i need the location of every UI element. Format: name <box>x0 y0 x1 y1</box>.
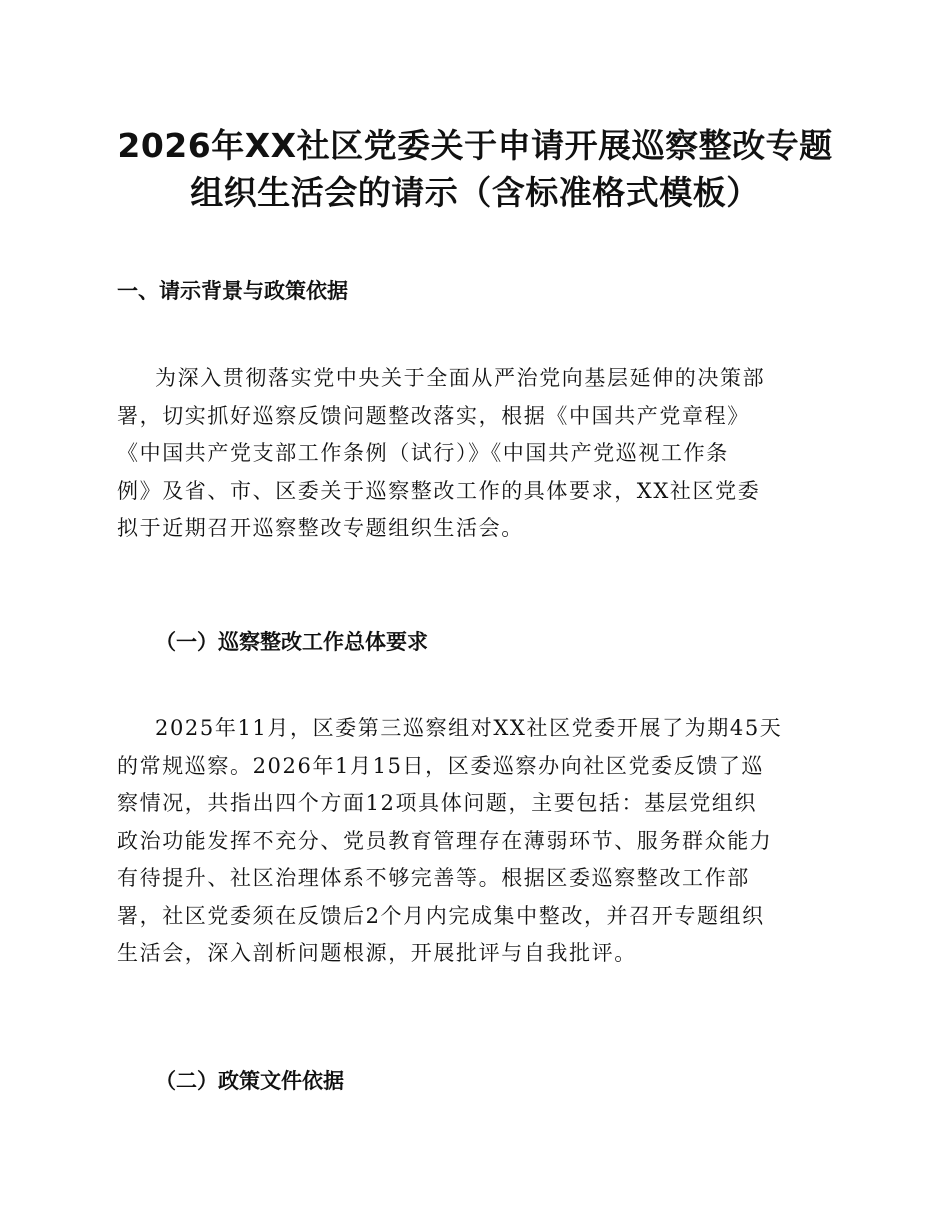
paragraph-line: 察情况，共指出四个方面12项具体问题，主要包括：基层党组织 <box>117 791 758 815</box>
title-line-2: 组织生活会的请示（含标准格式模板） <box>190 173 760 212</box>
document-title <box>60 122 890 216</box>
paragraph-line: 2025年11月，区委第三巡察组对XX社区党委开展了为期45天 <box>155 716 783 740</box>
paragraph-line: 署，社区党委须在反馈后2个月内完成集中整改，并召开专题组织 <box>117 903 765 928</box>
paragraph-line: 《中国共产党支部工作条例（试行）》《中国共产党巡视工作条 <box>117 441 729 465</box>
paragraph-line: 例》及省、市、区委关于巡察整改工作的具体要求，XX社区党委 <box>117 478 761 503</box>
section-heading-background: 一、请示背景与政策依据 <box>117 279 348 303</box>
title-line-1: 2026年XX社区党委关于申请开展巡察整改专题 <box>117 126 833 165</box>
paragraph-line: 拟于近期召开巡察整改专题组织生活会。 <box>117 516 524 540</box>
paragraph-line: 有待提升、社区治理体系不够完善等。根据区委巡察整改工作部 <box>117 866 750 890</box>
subsection-heading-requirements: （一）巡察整改工作总体要求 <box>155 629 428 654</box>
paragraph-line: 生活会，深入剖析问题根源，开展批评与自我批评。 <box>117 941 637 965</box>
paragraph-background <box>117 360 837 548</box>
paragraph-requirements <box>117 710 837 973</box>
paragraph-line: 署，切实抓好巡察反馈问题整改落实，根据《中国共产党章程》 <box>117 403 750 428</box>
paragraph-line: 政治功能发挥不充分、党员教育管理存在薄弱环节、服务群众能力 <box>117 828 773 853</box>
subsection-heading-policy-basis: （二）政策文件依据 <box>155 1069 344 1093</box>
paragraph-line: 的常规巡察。2026年1月15日，区委巡察办向社区党委反馈了巡 <box>117 753 765 778</box>
paragraph-line: 为深入贯彻落实党中央关于全面从严治党向基层延伸的决策部 <box>155 366 766 390</box>
